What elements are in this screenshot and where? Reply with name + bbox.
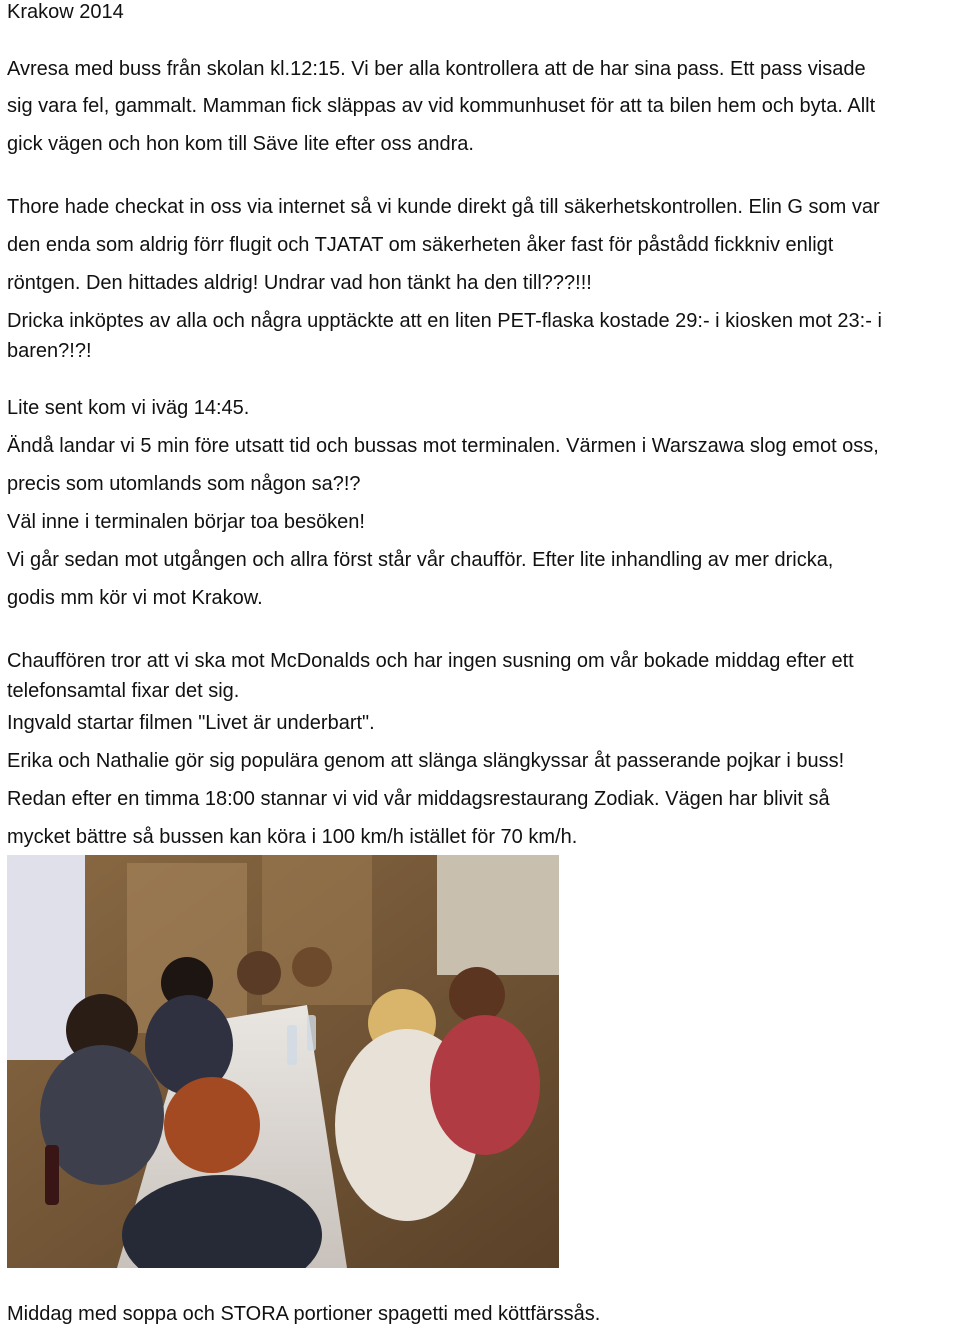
paragraph-line-19: Redan efter en timma 18:00 stannar vi vid vår middagsrestaurang Zodiak. Vägen har blivit så	[7, 788, 830, 810]
paragraph-line-1: Avresa med buss från skolan kl.12:15. Vi ber alla kontrollera att de har sina pass. Ett pass visade	[7, 58, 866, 80]
photo-person	[237, 951, 281, 995]
paragraph-line-4: Thore hade checkat in oss via internet så vi kunde direkt gå till säkerhetskontrollen. Elin G som var	[7, 196, 880, 218]
paragraph-line-5: den enda som aldrig förr flugit och TJATAT om säkerheten åker fast för påstådd fickkniv enligt	[7, 234, 834, 256]
photo-person	[292, 947, 332, 987]
photo-caption: Middag med soppa och STORA portioner spagetti med köttfärssås.	[7, 1303, 601, 1325]
paragraph-line-18: Erika och Nathalie gör sig populära genom att slänga slängkyssar åt passerande pojkar i buss!	[7, 750, 845, 772]
photo-person	[164, 1077, 260, 1173]
paragraph-line-15: Chauffören tror att vi ska mot McDonalds och har ingen susning om vår bokade middag efter ett	[7, 650, 854, 672]
paragraph-line-13: Vi går sedan mot utgången och allra först står vår chaufför. Efter lite inhandling av mer dricka,	[7, 549, 834, 571]
paragraph-line-2: sig vara fel, gammalt. Mamman fick släppas av vid kommunhuset för att ta bilen hem och byta. Allt	[7, 95, 876, 117]
photo-bottle	[45, 1145, 59, 1205]
photo-person	[449, 967, 505, 1023]
paragraph-line-11: precis som utomlands som någon sa?!?	[7, 473, 361, 495]
paragraph-line-20: mycket bättre så bussen kan köra i 100 km/h istället för 70 km/h.	[7, 826, 578, 848]
dinner-photo	[7, 855, 559, 1268]
paragraph-line-7: Dricka inköptes av alla och några upptäckte att en liten PET-flaska kostade 29:- i kiosken mot 23:- i	[7, 310, 882, 332]
photo-window	[437, 855, 559, 975]
paragraph-line-10: Ändå landar vi 5 min före utsatt tid och bussas mot terminalen. Värmen i Warszawa slog emot oss,	[7, 435, 879, 457]
paragraph-line-14: godis mm kör vi mot Krakow.	[7, 587, 263, 609]
paragraph-line-17: Ingvald startar filmen "Livet är underbart".	[7, 712, 375, 734]
paragraph-line-6: röntgen. Den hittades aldrig! Undrar vad hon tänkt ha den till???!!!	[7, 272, 592, 294]
paragraph-line-9: Lite sent kom vi iväg 14:45.	[7, 397, 250, 419]
paragraph-line-8: baren?!?!	[7, 340, 92, 362]
paragraph-line-16: telefonsamtal fixar det sig.	[7, 680, 240, 702]
page-title: Krakow 2014	[7, 1, 124, 23]
paragraph-line-12: Väl inne i terminalen börjar toa besöken!	[7, 511, 365, 533]
paragraph-line-3: gick vägen och hon kom till Säve lite efter oss andra.	[7, 133, 474, 155]
